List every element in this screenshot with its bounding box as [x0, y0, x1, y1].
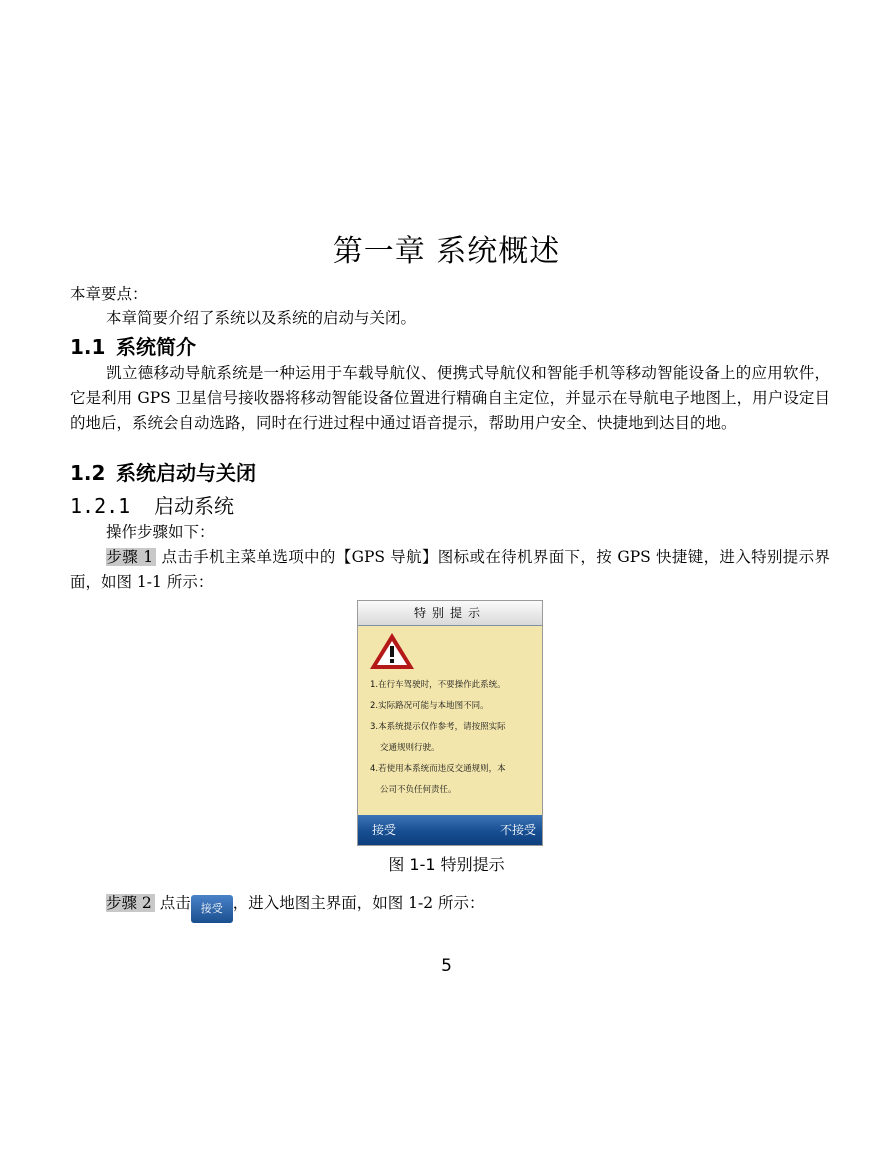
notice-item: 交通规则行驶。 — [380, 743, 440, 753]
subsection-number: 1.2.1 — [70, 494, 131, 518]
notice-item: 2.实际路况可能与本地图不同。 — [370, 701, 489, 711]
step-2-post: ，进入地图主界面，如图 1-2 所示： — [232, 894, 485, 912]
figure-caption: 图 1-1 特别提示 — [388, 855, 505, 874]
section-1-1-heading — [70, 334, 196, 360]
section-1-2-1-heading — [70, 493, 234, 519]
softkey-bar — [358, 815, 542, 845]
section-1-2-heading — [70, 460, 256, 486]
step-1 — [70, 545, 830, 595]
step-1-text: 点击手机主菜单选项中的【GPS 导航】图标或在待机界面下，按 GPS 快捷键，进入特别提示界面，如图 1-1 所示： — [70, 548, 830, 591]
chapter-title: 第一章 系统概述 — [332, 234, 561, 269]
warning-icon — [368, 631, 416, 671]
notice-item: 1.在行车驾驶时，不要操作此系统。 — [370, 680, 506, 690]
decline-softkey[interactable]: 不接受 — [499, 823, 536, 837]
accept-button-icon: 接受 — [191, 895, 233, 923]
steps-intro: 操作步骤如下： — [106, 523, 215, 541]
notice-item: 公司不负任何责任。 — [380, 785, 457, 795]
step-1-tag: 步骤 1 — [106, 548, 156, 566]
screen-title: 特别提示 — [358, 601, 542, 626]
notice-item: 4.若使用本系统而违反交通规则，本 — [370, 764, 506, 774]
section-title: 系统简介 — [116, 335, 196, 359]
section-number: 1.1 — [70, 335, 106, 359]
step-2-pre: 点击 — [154, 894, 191, 912]
intro-text: 本章简要介绍了系统以及系统的启动与关闭。 — [106, 309, 417, 327]
section-1-1-body — [70, 361, 830, 436]
accept-softkey[interactable]: 接受 — [372, 823, 397, 837]
section-number: 1.2 — [70, 461, 106, 485]
step-2-tag: 步骤 2 — [106, 894, 155, 912]
special-notice-screenshot — [357, 600, 543, 846]
notice-list — [370, 675, 540, 801]
notice-item: 3.本系统提示仅作参考，请按照实际 — [370, 722, 506, 732]
intro-label: 本章要点： — [70, 285, 148, 303]
step-2 — [106, 890, 485, 923]
section-title: 系统启动与关闭 — [116, 461, 256, 485]
section-1-1-text: 凯立德移动导航系统是一种运用于车载导航仪、便携式导航仪和智能手机等移动智能设备上的应用软件，它是利用 GPS 卫星信号接收器将移动智能设备位置进行精确自主定位，并显示在导航电子地图上，用户设定目的地后，系统会自动选路，同时在行进过程中通过语音提示，帮助用户安全、快捷地到达目的地。 — [70, 364, 830, 432]
subsection-title: 启动系统 — [154, 494, 234, 518]
page-number: 5 — [441, 956, 452, 976]
